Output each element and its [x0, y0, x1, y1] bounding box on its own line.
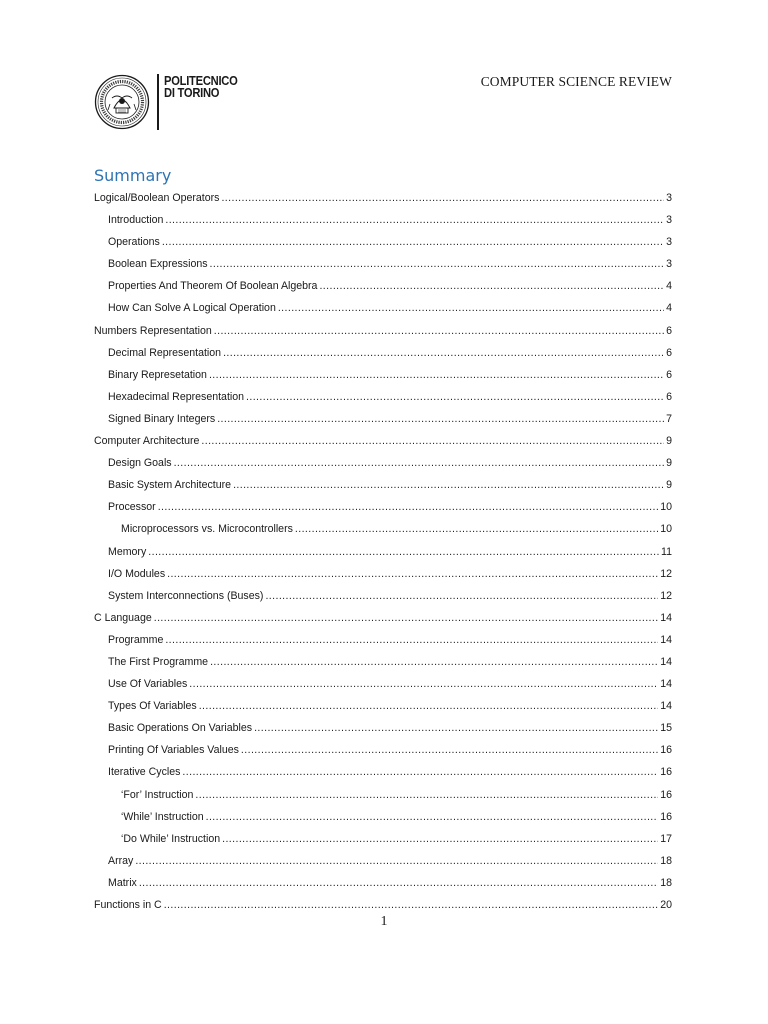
toc-entry[interactable]	[94, 695, 672, 717]
toc-dot-leader	[254, 717, 658, 739]
toc-entry-title: Types Of Variables	[108, 700, 197, 713]
toc-entry-title: Printing Of Variables Values	[108, 744, 239, 757]
toc-entry[interactable]	[94, 320, 672, 342]
logo-line-2: DI TORINO	[164, 85, 220, 100]
toc-entry-page: 18	[660, 854, 672, 867]
toc-dot-leader	[210, 253, 665, 275]
toc-entry-title: Memory	[108, 545, 147, 558]
toc-entry-page: 6	[666, 368, 672, 381]
toc-entry-title: How Can Solve A Logical Operation	[108, 302, 276, 315]
toc-entry[interactable]	[94, 364, 672, 386]
toc-dot-leader	[295, 518, 658, 540]
toc-entry[interactable]	[94, 806, 672, 828]
toc-entry[interactable]	[94, 761, 672, 783]
toc-entry-title: Basic Operations On Variables	[108, 722, 253, 735]
toc-dot-leader	[158, 496, 659, 518]
toc-entry[interactable]	[94, 231, 672, 253]
toc-entry-title: Basic System Architecture	[108, 479, 232, 492]
toc-dot-leader	[246, 386, 664, 408]
toc-entry-page: 9	[666, 435, 672, 448]
toc-entry[interactable]	[94, 474, 672, 496]
toc-entry-page: 3	[666, 258, 672, 271]
toc-dot-leader	[189, 673, 658, 695]
toc-entry-page: 16	[660, 788, 672, 801]
toc-entry-title: Logical/Boolean Operators	[94, 192, 220, 204]
toc-dot-leader	[174, 452, 665, 474]
toc-dot-leader	[278, 297, 664, 319]
toc-entry-page: 16	[660, 766, 672, 779]
toc-entry[interactable]	[94, 275, 672, 297]
table-of-contents	[94, 187, 672, 916]
toc-dot-leader	[265, 585, 658, 607]
toc-entry[interactable]	[94, 872, 672, 894]
toc-dot-leader	[209, 364, 664, 386]
toc-entry-title: Programme	[108, 633, 164, 646]
toc-entry-title: Binary Represetation	[108, 368, 207, 381]
summary-heading: Summary	[94, 166, 172, 185]
toc-dot-leader	[167, 563, 658, 585]
running-header-title: COMPUTER SCIENCE REVIEW	[480, 74, 672, 89]
toc-dot-leader	[199, 695, 658, 717]
toc-dot-leader	[319, 275, 664, 297]
toc-entry[interactable]	[94, 430, 672, 452]
toc-entry-page: 14	[660, 611, 672, 624]
toc-entry-title: Processor	[108, 501, 156, 514]
toc-dot-leader	[222, 828, 658, 850]
toc-entry-title: I/O Modules	[108, 567, 166, 580]
toc-dot-leader	[223, 342, 664, 364]
toc-entry-title: Introduction	[108, 214, 164, 227]
toc-entry[interactable]	[94, 408, 672, 430]
toc-entry[interactable]	[94, 342, 672, 364]
toc-entry-page: 4	[666, 302, 672, 315]
toc-entry-title: Operations	[108, 236, 160, 249]
toc-entry[interactable]	[94, 894, 672, 916]
toc-entry-title: Properties And Theorem Of Boolean Algebra	[108, 280, 318, 293]
toc-entry-title: Design Goals	[108, 457, 172, 470]
toc-dot-leader	[217, 408, 664, 430]
toc-dot-leader	[214, 320, 664, 342]
toc-entry[interactable]	[94, 563, 672, 585]
toc-entry-page: 10	[660, 523, 672, 536]
toc-entry-page: 10	[660, 501, 672, 514]
toc-entry-title: ‘While’ Instruction	[121, 810, 204, 823]
toc-entry-page: 12	[660, 589, 672, 602]
university-seal-icon	[94, 74, 150, 130]
toc-entry-title: ‘Do While’ Instruction	[121, 832, 221, 845]
logo-line-1: POLITECNICO	[164, 73, 238, 88]
toc-entry-page: 14	[660, 700, 672, 713]
page-number: 1	[380, 914, 388, 929]
toc-entry-page: 20	[660, 899, 672, 911]
toc-entry[interactable]	[94, 386, 672, 408]
toc-entry-page: 17	[660, 832, 672, 845]
toc-entry-page: 6	[666, 346, 672, 359]
toc-entry-page: 3	[666, 192, 672, 204]
toc-entry-title: C Language	[94, 611, 152, 624]
toc-entry-page: 15	[660, 722, 672, 735]
toc-entry[interactable]	[94, 717, 672, 739]
toc-entry-page: 6	[666, 390, 672, 403]
toc-entry-title: Use Of Variables	[108, 678, 188, 691]
toc-entry-title: Array	[108, 854, 134, 867]
logo-divider	[157, 74, 159, 130]
toc-entry-page: 9	[666, 457, 672, 470]
toc-entry-page: 3	[666, 236, 672, 249]
toc-entry-page: 16	[660, 744, 672, 757]
toc-dot-leader	[165, 629, 658, 651]
toc-entry-page: 16	[660, 810, 672, 823]
toc-entry[interactable]	[94, 651, 672, 673]
toc-entry-title: Microprocessors vs. Microcontrollers	[121, 523, 293, 536]
toc-entry[interactable]	[94, 585, 672, 607]
toc-entry-page: 11	[661, 545, 672, 558]
toc-entry-page: 14	[660, 655, 672, 668]
toc-entry[interactable]	[94, 784, 672, 806]
toc-entry-page: 12	[660, 567, 672, 580]
toc-entry[interactable]	[94, 828, 672, 850]
toc-dot-leader	[154, 607, 658, 629]
toc-dot-leader	[195, 784, 658, 806]
toc-entry[interactable]	[94, 518, 672, 540]
toc-dot-leader	[210, 651, 658, 673]
toc-entry-page: 6	[666, 324, 672, 337]
toc-entry[interactable]	[94, 607, 672, 629]
toc-dot-leader	[162, 231, 664, 253]
toc-dot-leader	[164, 894, 658, 916]
toc-dot-leader	[148, 541, 659, 563]
toc-entry[interactable]	[94, 253, 672, 275]
toc-entry-title: Matrix	[108, 876, 137, 889]
toc-entry[interactable]	[94, 452, 672, 474]
toc-dot-leader	[165, 209, 664, 231]
toc-dot-leader	[139, 872, 658, 894]
toc-entry-page: 9	[666, 479, 672, 492]
toc-entry-title: System Interconnections (Buses)	[108, 589, 264, 602]
toc-entry-page: 14	[660, 678, 672, 691]
toc-dot-leader	[206, 806, 659, 828]
toc-entry-page: 4	[666, 280, 672, 293]
toc-entry-title: ‘For’ Instruction	[121, 788, 194, 801]
toc-dot-leader	[135, 850, 658, 872]
toc-entry[interactable]	[94, 629, 672, 651]
toc-entry[interactable]	[94, 209, 672, 231]
toc-dot-leader	[241, 739, 658, 761]
toc-dot-leader	[182, 761, 658, 783]
toc-entry-page: 18	[660, 876, 672, 889]
toc-entry-page: 14	[660, 633, 672, 646]
toc-dot-leader	[233, 474, 664, 496]
toc-entry-title: Iterative Cycles	[108, 766, 181, 779]
toc-entry-title: Hexadecimal Representation	[108, 390, 245, 403]
toc-entry[interactable]	[94, 187, 672, 209]
toc-entry-title: Signed Binary Integers	[108, 412, 216, 425]
toc-entry-title: Decimal Representation	[108, 346, 222, 359]
toc-entry[interactable]	[94, 673, 672, 695]
toc-entry[interactable]	[94, 541, 672, 563]
toc-entry-title: Functions in C	[94, 899, 162, 911]
toc-entry[interactable]	[94, 739, 672, 761]
toc-dot-leader	[221, 187, 664, 209]
toc-entry-title: The First Programme	[108, 655, 209, 668]
toc-entry[interactable]	[94, 297, 672, 319]
toc-entry-page: 3	[666, 214, 672, 227]
toc-entry[interactable]	[94, 496, 672, 518]
logo-wordmark	[164, 75, 238, 99]
toc-entry-title: Computer Architecture	[94, 435, 200, 448]
toc-entry[interactable]	[94, 850, 672, 872]
toc-entry-page: 7	[666, 412, 672, 425]
toc-dot-leader	[201, 430, 664, 452]
toc-entry-title: Boolean Expressions	[108, 258, 208, 271]
toc-entry-title: Numbers Representation	[94, 324, 212, 337]
